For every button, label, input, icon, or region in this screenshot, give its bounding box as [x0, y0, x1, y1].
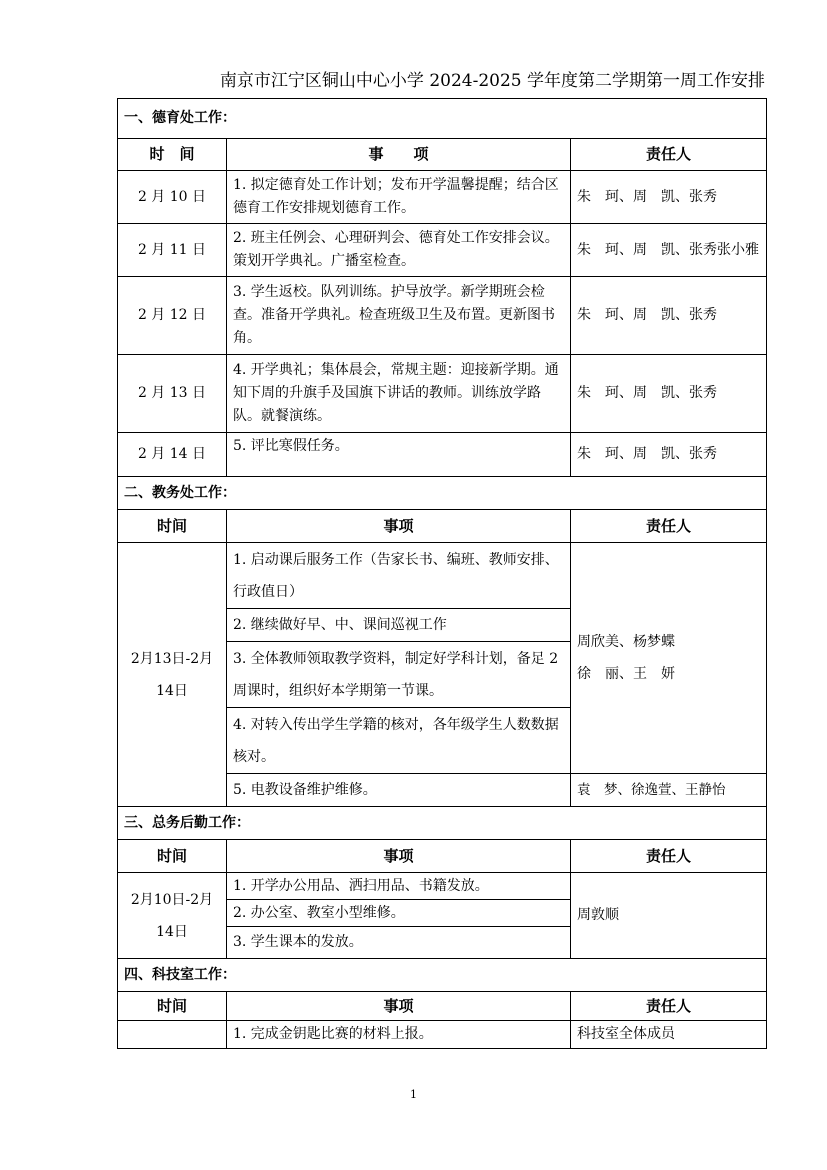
- row-time: 2 月 13 日: [118, 355, 227, 433]
- table-row: [118, 171, 767, 224]
- row-item: 2. 办公室、教室小型维修。: [227, 900, 571, 927]
- col-header-time: 时间: [118, 992, 227, 1021]
- table-row: [118, 433, 767, 477]
- row-item: 2. 班主任例会、心理研判会、德育处工作安排会议。策划开学典礼。广播室检查。: [227, 224, 571, 277]
- table-row: [118, 277, 767, 355]
- row-item: 3. 学生返校。队列训练。护导放学。新学期班会检查。准备开学典礼。检查班级卫生及布置。更新图书角。: [227, 277, 571, 355]
- col-header-person: 责任人: [571, 139, 767, 171]
- row-person: 科技室全体成员: [571, 1021, 767, 1049]
- col-header-time: 时间: [118, 510, 227, 543]
- person-line: 周欣美、杨梦蝶: [577, 634, 675, 650]
- schedule-table: [117, 98, 767, 1049]
- row-item: 3. 学生课本的发放。: [227, 927, 571, 959]
- row-time: 2 月 14 日: [118, 433, 227, 477]
- section-heading-tech: 四、科技室工作：: [118, 959, 767, 992]
- person-line: 徐 丽、王 妍: [577, 666, 675, 682]
- row-item: 5. 电教设备维护维修。: [227, 774, 571, 807]
- table-row: [118, 873, 767, 900]
- col-header-person: 责任人: [571, 992, 767, 1021]
- table-row: [118, 355, 767, 433]
- row-item: 3. 全体教师领取教学资料，制定好学科计划，备足 2 周课时，组织好本学期第一节课。: [227, 642, 571, 708]
- row-item: 2. 继续做好早、中、课间巡视工作: [227, 609, 571, 642]
- table-row: [118, 224, 767, 277]
- table-row: [118, 543, 767, 609]
- section-heading-moral: 一、德育处工作：: [118, 99, 767, 139]
- row-time: 2 月 10 日: [118, 171, 227, 224]
- row-person: 袁 梦、徐逸萱、王静怡: [571, 774, 767, 807]
- col-header-person: 责任人: [571, 510, 767, 543]
- row-item: 1. 启动课后服务工作（告家长书、编班、教师安排、行政值日）: [227, 543, 571, 609]
- row-person: 朱 珂、周 凯、张秀: [571, 355, 767, 433]
- col-header-person: 责任人: [571, 840, 767, 873]
- col-header-time: 时 间: [118, 139, 227, 171]
- row-person: 周敦顺: [571, 873, 767, 959]
- row-item: 1. 开学办公用品、洒扫用品、书籍发放。: [227, 873, 571, 900]
- row-time: 2月10日-2月14日: [118, 873, 227, 959]
- row-time: 2月13日-2月14日: [118, 543, 227, 807]
- col-header-time: 时间: [118, 840, 227, 873]
- row-person: 朱 珂、周 凯、张秀: [571, 171, 767, 224]
- section-heading-academic: 二、教务处工作：: [118, 477, 767, 510]
- row-time: [118, 1021, 227, 1049]
- row-item: 4. 开学典礼；集体晨会，常规主题：迎接新学期。通知下周的升旗手及国旗下讲话的教师。训练放学路队。就餐演练。: [227, 355, 571, 433]
- table-row: [118, 1021, 767, 1049]
- row-person: 朱 珂、周 凯、张秀: [571, 277, 767, 355]
- section-heading-logistics: 三、总务后勤工作：: [118, 807, 767, 840]
- row-item: 1. 拟定德育处工作计划；发布开学温馨提醒；结合区德育工作安排规划德育工作。: [227, 171, 571, 224]
- row-item: 5. 评比寒假任务。: [227, 433, 571, 477]
- col-header-item: 事项: [227, 840, 571, 873]
- row-person: [571, 543, 767, 774]
- col-header-item: 事 项: [227, 139, 571, 171]
- page-number: 1: [410, 1088, 417, 1101]
- row-time: 2 月 12 日: [118, 277, 227, 355]
- row-item: 1. 完成金钥匙比赛的材料上报。: [227, 1021, 571, 1049]
- col-header-item: 事项: [227, 510, 571, 543]
- row-person: 朱 珂、周 凯、张秀张小雅: [571, 224, 767, 277]
- col-header-item: 事项: [227, 992, 571, 1021]
- page-title: 南京市江宁区铜山中心小学 2024-2025 学年度第二学期第一周工作安排: [219, 71, 765, 91]
- row-person: 朱 珂、周 凯、张秀: [571, 433, 767, 477]
- row-time: 2 月 11 日: [118, 224, 227, 277]
- row-item: 4. 对转入传出学生学籍的核对，各年级学生人数数据核对。: [227, 708, 571, 774]
